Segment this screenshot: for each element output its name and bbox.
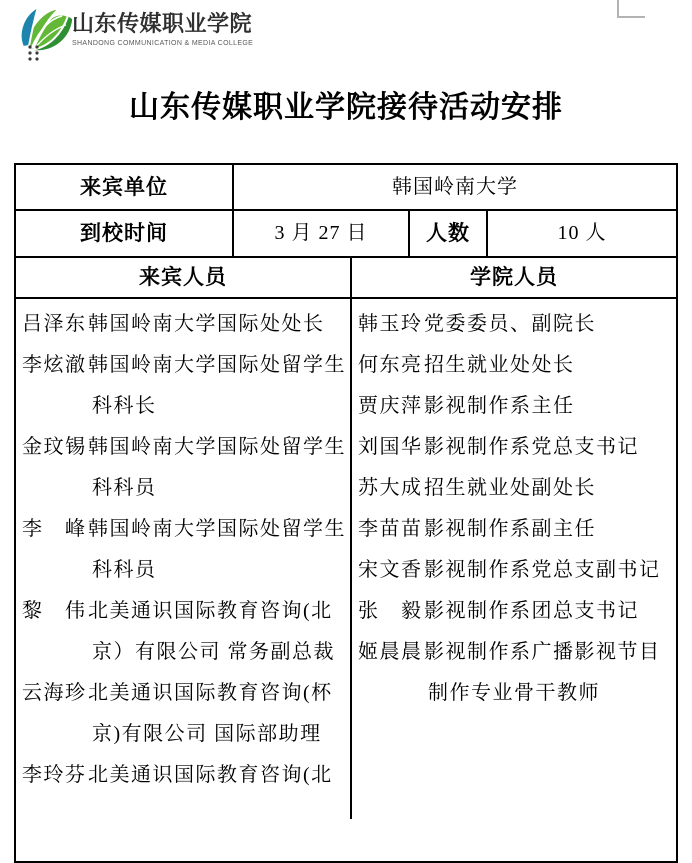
person-name: 李 峰 (22, 518, 87, 540)
headcount-label: 人数 (410, 211, 488, 256)
person-name: 姬晨晨 (358, 641, 423, 663)
guest-unit-value: 韩国岭南大学 (392, 176, 518, 198)
person-title: 北美通识国际教育咨询(北 (88, 600, 333, 622)
person-title: 韩国岭南大学国际处留学生 (88, 354, 346, 376)
roster-line (22, 509, 350, 550)
table-row-roster-body (16, 299, 676, 819)
roster-line (358, 591, 676, 632)
roster-line: 制作专业骨干教师 (428, 682, 600, 704)
person-name: 宋文香 (358, 559, 423, 581)
logo-college-name-cn: 山东传媒职业学院 (72, 11, 253, 36)
guest-unit-label: 来宾单位 (16, 165, 234, 209)
person-title: 影视制作系党总支书记 (424, 436, 639, 458)
person-name: 张 毅 (358, 600, 423, 622)
person-name: 韩玉玲 (358, 313, 423, 335)
roster-line (358, 345, 676, 386)
textbox-corner-fragment (617, 0, 645, 18)
roster-line: 科科员 (92, 477, 157, 499)
roster-line (22, 304, 350, 345)
reception-table (14, 163, 678, 863)
roster-line (358, 304, 676, 345)
roster-line: 京)有限公司 国际部助理 (92, 723, 322, 745)
person-name: 李玲芬 (22, 764, 87, 786)
roster-line: 科科员 (92, 559, 157, 581)
roster-line (22, 673, 350, 714)
roster-line (22, 345, 350, 386)
person-title: 影视制作系广播影视节目 (424, 641, 661, 663)
person-title: 招生就业处处长 (424, 354, 575, 376)
table-row-roster-headers (16, 258, 676, 299)
college-personnel-header: 学院人员 (470, 265, 558, 289)
person-title: 影视制作系副主任 (424, 518, 596, 540)
person-title: 韩国岭南大学国际处留学生 (88, 518, 346, 540)
headcount-value: 10 人 (557, 222, 607, 244)
guest-personnel-list (16, 299, 352, 819)
person-title: 招生就业处副处长 (424, 477, 596, 499)
roster-line (358, 468, 676, 509)
person-title: 影视制作系党总支副书记 (424, 559, 661, 581)
arrival-time-value: 3 月 27 日 (234, 211, 410, 256)
roster-line (358, 427, 676, 468)
person-name: 刘国华 (358, 436, 423, 458)
arrival-time-label: 到校时间 (16, 211, 234, 256)
person-title: 党委委员、副院长 (424, 313, 596, 335)
person-name: 云海珍 (22, 682, 87, 704)
person-name: 李炫澈 (22, 354, 87, 376)
college-logo-icon (16, 3, 74, 65)
college-personnel-list (352, 299, 676, 819)
table-row-guest-unit (16, 165, 676, 211)
person-title: 韩国岭南大学国际处处长 (88, 313, 325, 335)
person-name: 金玟锡 (22, 436, 87, 458)
roster-line: 京）有限公司 常务副总裁 (92, 641, 335, 663)
person-title: 韩国岭南大学国际处留学生 (88, 436, 346, 458)
person-title: 影视制作系团总支书记 (424, 600, 639, 622)
person-name: 黎 伟 (22, 600, 87, 622)
table-row-arrival (16, 211, 676, 258)
roster-line: 科科长 (92, 395, 157, 417)
roster-line (358, 632, 676, 673)
person-name: 苏大成 (358, 477, 423, 499)
document-title: 山东传媒职业学院接待活动安排 (129, 91, 563, 124)
roster-line (358, 550, 676, 591)
person-name: 何东亮 (358, 354, 423, 376)
person-name: 吕泽东 (22, 313, 87, 335)
roster-line (22, 427, 350, 468)
person-title: 北美通识国际教育咨询(杯 (88, 682, 333, 704)
roster-line (22, 755, 350, 796)
logo-text-block (72, 11, 253, 47)
person-name: 贾庆萍 (358, 395, 423, 417)
person-name: 李苗苗 (358, 518, 423, 540)
roster-line (22, 591, 350, 632)
logo-college-name-en: SHANDONG COMMUNICATION & MEDIA COLLEGE (72, 40, 254, 47)
person-title: 北美通识国际教育咨询(北 (88, 764, 333, 786)
person-title: 影视制作系主任 (424, 395, 575, 417)
guest-personnel-header: 来宾人员 (16, 258, 352, 297)
roster-line (358, 386, 676, 427)
roster-line (358, 509, 676, 550)
